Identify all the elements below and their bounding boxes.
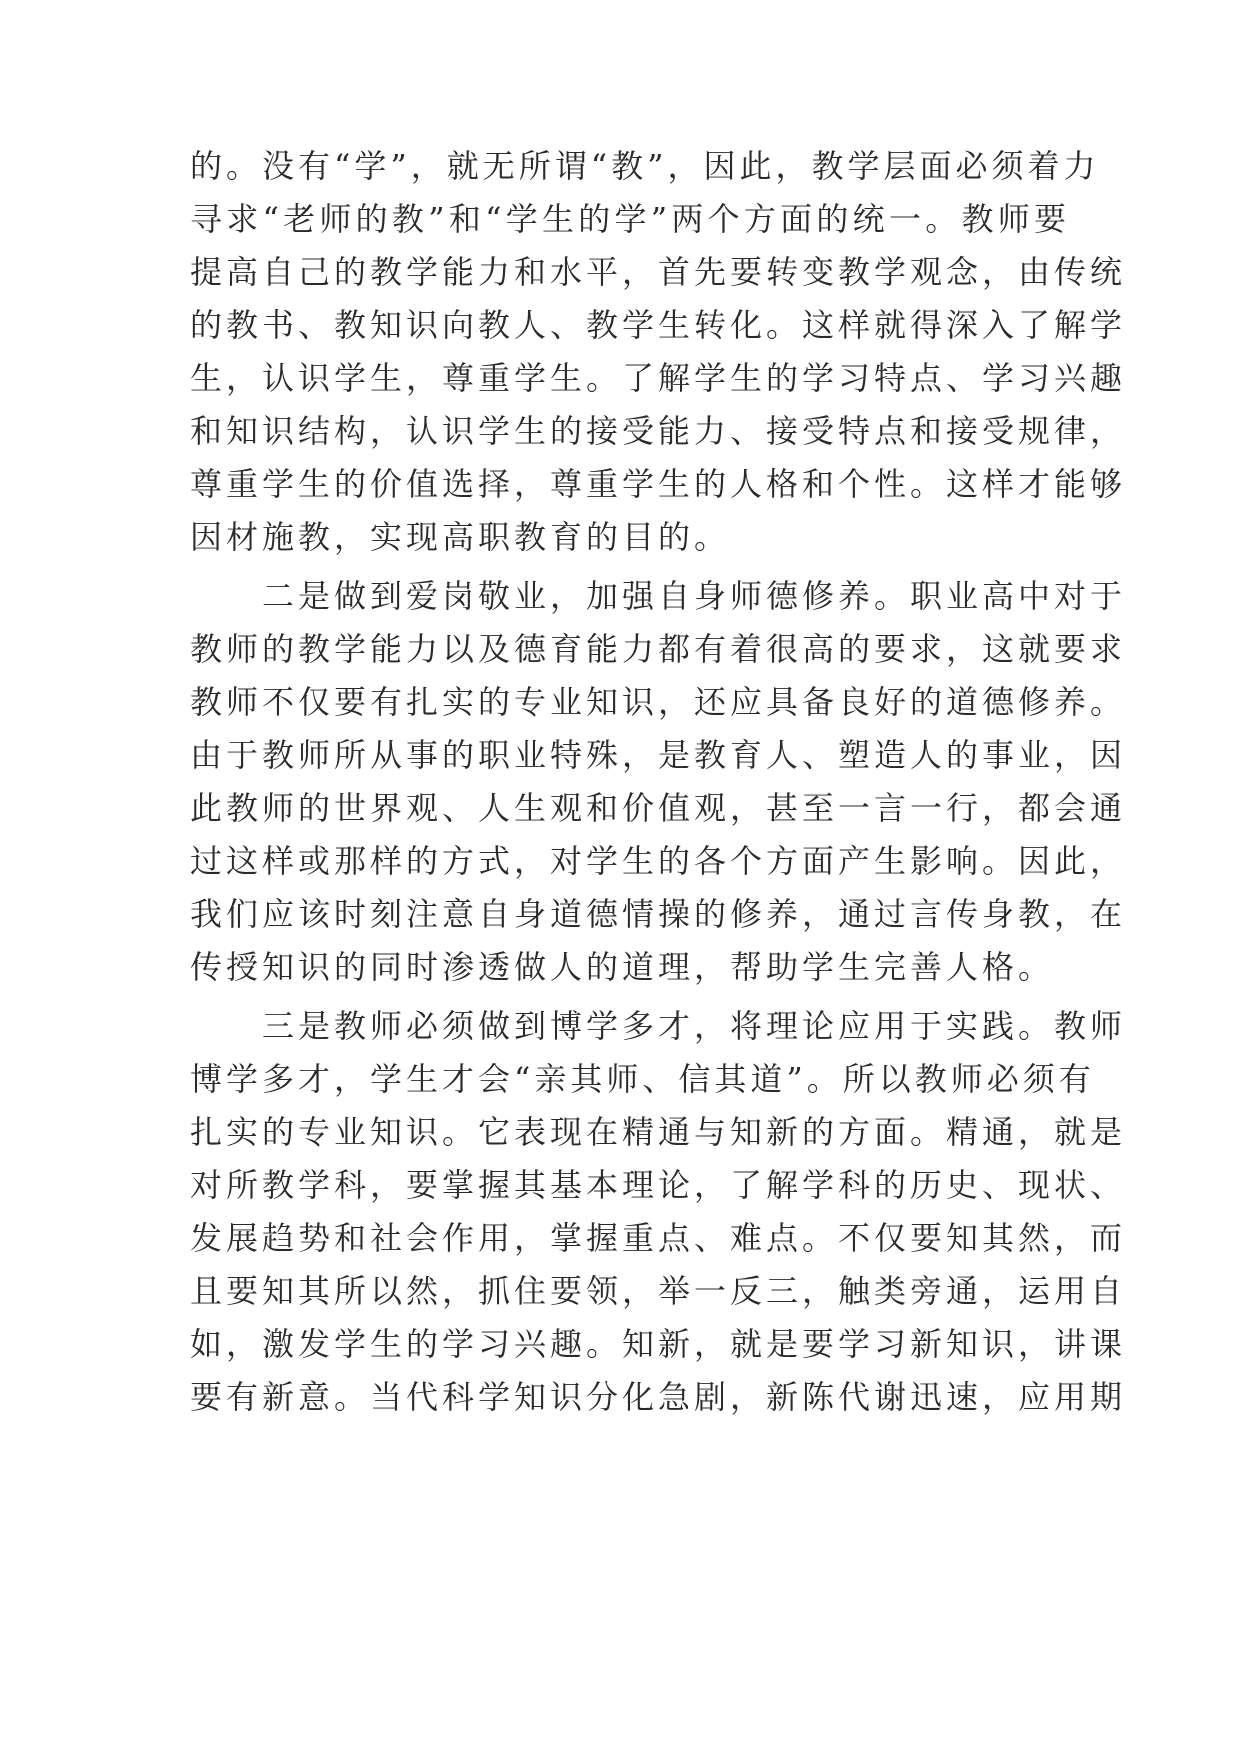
- text-line: 尊重学生的价值选择，尊重学生的人格和个性。这样才能够: [190, 465, 1127, 503]
- text-line: 由于教师所从事的职业特殊，是教育人、塑造人的事业，因: [190, 736, 1127, 774]
- text-line: 且要知其所以然，抓住要领，举一反三，触类旁通，运用自: [190, 1272, 1127, 1310]
- text-line: 我们应该时刻注意自身道德情操的修养，通过言传身教，在: [190, 895, 1127, 933]
- text-line: 扎实的专业知识。它表现在精通与知新的方面。精通，就是: [190, 1113, 1127, 1151]
- text-line: 生，认识学生，尊重学生。了解学生的学习特点、学习兴趣: [190, 359, 1127, 397]
- paragraph-3: [190, 1000, 1127, 1424]
- text-line: 的教书、教知识向教人、教学生转化。这样就得深入了解学: [190, 306, 1127, 344]
- text-line: 如，激发学生的学习兴趣。知新，就是要学习新知识，讲课: [190, 1325, 1127, 1363]
- text-line: 教师的教学能力以及德育能力都有着很高的要求，这就要求: [190, 630, 1127, 668]
- text-line: 对所教学科，要掌握其基本理论，了解学科的历史、现状、: [190, 1166, 1127, 1204]
- text-line: 提高自己的教学能力和水平，首先要转变教学观念，由传统: [190, 253, 1127, 291]
- body-text: [190, 140, 1127, 1424]
- text-line: 教师不仅要有扎实的专业知识，还应具备良好的道德修养。: [190, 683, 1127, 721]
- text-line: 过这样或那样的方式，对学生的各个方面产生影响。因此，: [190, 842, 1127, 880]
- text-line: 和知识结构，认识学生的接受能力、接受特点和接受规律，: [190, 412, 1127, 450]
- paragraph-2: [190, 570, 1127, 994]
- text-line: 三是教师必须做到博学多才，将理论应用于实践。教师: [262, 1007, 1127, 1045]
- text-line: 此教师的世界观、人生观和价值观，甚至一言一行，都会通: [190, 789, 1127, 827]
- text-line: 二是做到爱岗敬业，加强自身师德修养。职业高中对于: [262, 577, 1127, 615]
- text-line: 寻求“老师的教”和“学生的学”两个方面的统一。教师要: [190, 200, 1070, 238]
- text-line: 因材施教，实现高职教育的目的。: [190, 518, 731, 556]
- text-line: 要有新意。当代科学知识分化急剧，新陈代谢迅速，应用期: [190, 1378, 1127, 1416]
- text-line: 发展趋势和社会作用，掌握重点、难点。不仅要知其然，而: [190, 1219, 1127, 1257]
- text-line: 传授知识的同时渗透做人的道理，帮助学生完善人格。: [190, 948, 1055, 986]
- text-line: 的。没有“学”，就无所谓“教”，因此，教学层面必须着力: [190, 147, 1100, 185]
- paragraph-1: [190, 140, 1127, 564]
- text-line: 博学多才，学生才会“亲其师、信其道”。所以教师必须有: [190, 1060, 1095, 1098]
